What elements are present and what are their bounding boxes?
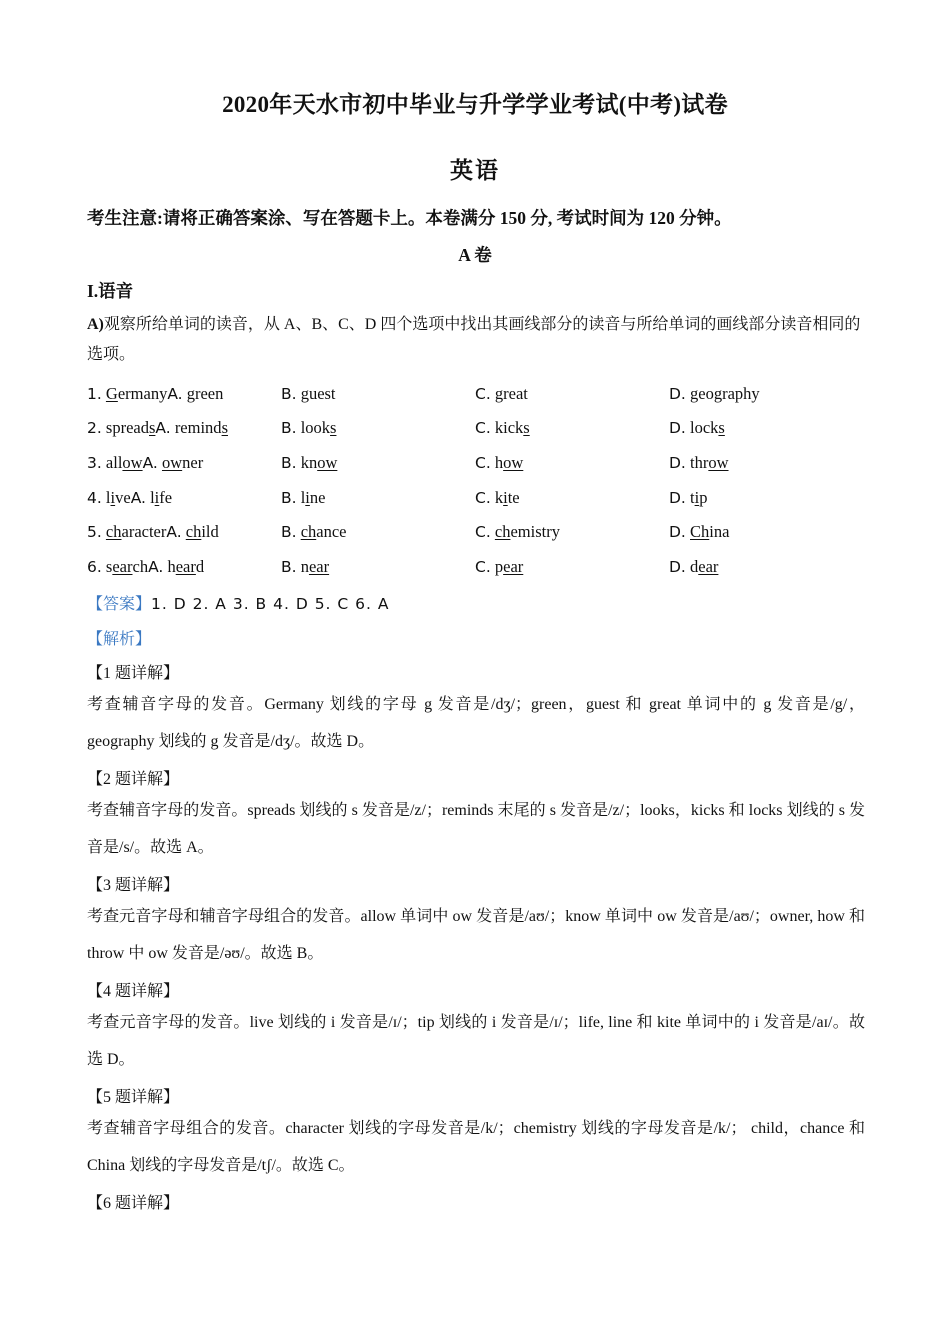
underlined-letters: s	[330, 418, 337, 437]
option-b	[281, 418, 336, 438]
option-letter: C.	[475, 419, 491, 437]
option-b-word	[301, 384, 336, 403]
underlined-letters: ear	[698, 557, 719, 576]
given-word	[106, 488, 131, 507]
option-letter: B.	[281, 454, 297, 472]
option-letter: B.	[281, 419, 297, 437]
option-b	[281, 557, 329, 577]
word-prefix: h	[494, 453, 504, 472]
word-suffix: ne	[309, 488, 326, 507]
word-prefix: kick	[494, 418, 524, 437]
question-number: 3.	[87, 454, 102, 472]
word-prefix: remind	[174, 418, 222, 437]
underlined-letters: g	[186, 384, 195, 403]
underlined-letters: ow	[503, 453, 524, 472]
option-c	[475, 522, 560, 542]
option-b-word	[301, 418, 337, 437]
detail-heading: 【2 题详解】	[87, 771, 180, 788]
question-stem	[87, 522, 219, 542]
option-d-word	[690, 418, 725, 437]
option-c	[475, 557, 523, 577]
word-suffix: aracter	[121, 522, 167, 541]
option-d	[669, 488, 707, 508]
word-prefix: spread	[105, 418, 149, 437]
word-suffix: ermany	[117, 384, 168, 403]
underlined-letters: s	[523, 418, 530, 437]
underlined-letters: ow	[317, 453, 338, 472]
option-c	[475, 488, 520, 508]
question-number: 4.	[87, 489, 102, 507]
word-suffix: p	[699, 488, 708, 507]
option-d	[669, 557, 718, 577]
option-d-word	[690, 384, 760, 403]
option-letter: C.	[475, 558, 491, 576]
detail-text: 考查辅音字母的发音。spreads 划线的 s 发音是/z/；reminds 末尾的 s 发音是/z/；looks，kicks 和 locks 划线的 s 发音是/s/。故选 A。	[87, 802, 865, 856]
option-letter: C.	[475, 385, 491, 403]
option-d-word	[690, 488, 707, 507]
underlined-letters: i	[503, 488, 508, 507]
option-d-word	[690, 453, 729, 472]
option-letter: C.	[475, 489, 491, 507]
question-number: 1.	[87, 385, 102, 403]
option-letter: B.	[281, 489, 297, 507]
underlined-letters: s	[718, 418, 725, 437]
word-suffix: fe	[159, 488, 173, 507]
word-suffix: ance	[316, 522, 347, 541]
word-prefix: d	[690, 557, 699, 576]
option-b	[281, 522, 347, 542]
given-word	[106, 453, 143, 472]
detail-heading: 【6 题详解】	[87, 1195, 180, 1212]
word-prefix: l	[150, 488, 155, 507]
option-a-word	[186, 522, 219, 541]
word-prefix: kn	[300, 453, 318, 472]
word-suffix: uest	[308, 384, 336, 403]
word-prefix: lock	[690, 418, 719, 437]
underlined-letters: ear	[503, 557, 524, 576]
option-letter: C.	[475, 454, 491, 472]
underlined-letters: s	[221, 418, 228, 437]
underlined-letters: ear	[175, 557, 196, 576]
given-word	[106, 522, 166, 541]
option-b	[281, 384, 336, 404]
underlined-letters: ow	[708, 453, 729, 472]
detail-heading: 【4 题详解】	[87, 983, 180, 1000]
underlined-letters: ow	[122, 453, 143, 472]
word-suffix: te	[507, 488, 520, 507]
detail-heading: 【3 题详解】	[87, 877, 180, 894]
word-suffix: reen	[194, 384, 224, 403]
detail-text: 考查辅音字母组合的发音。character 划线的字母发音是/k/；chemistry 划线的字母发音是/k/； child，chance 和 China 划线的字母发音是/tʃ/。故选 C。	[87, 1120, 865, 1174]
option-d-word	[690, 557, 718, 576]
volume-label: A 卷	[458, 245, 492, 265]
exam-notice: 考生注意:请将正确答案涂、写在答题卡上。本卷满分 150 分, 考试时间为 120 分钟。	[87, 208, 732, 228]
word-prefix: n	[300, 557, 309, 576]
option-a-word	[187, 384, 224, 403]
option-b-word	[301, 522, 347, 541]
word-suffix: ve	[115, 488, 131, 507]
detail-text: 考查元音字母和辅音字母组合的发音。allow 单词中 ow 发音是/aʊ/；know 单词中 ow 发音是/aʊ/；owner, how 和 throw 中 ow 发音是/əʊ/。故选 B。	[87, 908, 865, 962]
underlined-letters: i	[694, 488, 700, 507]
word-prefix: look	[300, 418, 331, 437]
underlined-letters: Ch	[690, 522, 710, 541]
question-stem	[87, 384, 223, 404]
underlined-letters: i	[305, 488, 310, 507]
question-number: 2.	[87, 419, 102, 437]
option-d	[669, 522, 729, 542]
underlined-letters: ch	[105, 522, 122, 541]
word-prefix: p	[494, 557, 504, 576]
option-a-word	[162, 453, 203, 472]
word-suffix: reat	[503, 384, 528, 403]
word-suffix: ina	[709, 522, 730, 541]
question-stem	[87, 557, 204, 577]
option-d	[669, 453, 729, 473]
section-heading: I.语音	[87, 281, 134, 301]
option-letter: D.	[669, 454, 686, 472]
word-suffix: ner	[182, 453, 204, 472]
answer-line	[87, 591, 389, 614]
word-suffix: ild	[201, 522, 219, 541]
option-a-word	[150, 488, 172, 507]
word-prefix: s	[105, 557, 113, 576]
given-word	[106, 384, 167, 403]
word-suffix: emistry	[510, 522, 560, 541]
underlined-letters: g	[690, 384, 699, 403]
option-letter: A.	[167, 385, 183, 403]
underlined-letters: ear	[308, 557, 330, 576]
option-letter: D.	[669, 419, 686, 437]
answer-label: 【答案】	[87, 596, 152, 613]
detail-text: 考查元音字母的发音。live 划线的 i 发音是/ɪ/；tip 划线的 i 发音是/ɪ/；life, line 和 kite 单词中的 i 发音是/aɪ/。故选 D。	[87, 1014, 865, 1068]
option-a-word	[175, 418, 228, 437]
word-suffix: d	[195, 557, 205, 576]
instruction-marker: A)	[87, 316, 104, 333]
option-c-word	[495, 418, 530, 437]
detail-heading: 【1 题详解】	[87, 665, 180, 682]
instruction-text: 观察所给单词的读音，从 A、B、C、D 四个选项中找出其画线部分的读音与所给单词的画线部分读音相同的选项。	[87, 316, 861, 363]
option-d-word	[690, 522, 729, 541]
option-letter: D.	[669, 523, 686, 541]
option-letter: B.	[281, 385, 297, 403]
answer-value: 1. D 2. A 3. B 4. D 5. C 6. A	[151, 595, 390, 613]
option-b-word	[301, 453, 338, 472]
underlined-letters: ow	[161, 453, 183, 472]
word-prefix: l	[300, 488, 306, 507]
option-letter: D.	[669, 489, 686, 507]
word-prefix: k	[494, 488, 504, 507]
option-letter: A.	[130, 489, 146, 507]
underlined-letters: G	[105, 384, 118, 403]
option-c-word	[495, 453, 523, 472]
option-c	[475, 418, 530, 438]
option-letter: A.	[166, 523, 182, 541]
underlined-letters: ch	[300, 522, 317, 541]
underlined-letters: ear	[112, 557, 133, 576]
word-prefix: thr	[690, 453, 709, 472]
option-c-word	[495, 488, 520, 507]
underlined-letters: ch	[185, 522, 202, 541]
option-letter: D.	[669, 558, 686, 576]
option-c-word	[495, 557, 523, 576]
underlined-letters: ch	[494, 522, 511, 541]
word-suffix: eography	[698, 384, 760, 403]
detail-text: 考查辅音字母的发音。Germany 划线的字母 g 发音是/dʒ/；green，guest 和 great 单词中的 g 发音是/g/，geography 划线的 g 发音是/dʒ/。故选 D。	[87, 696, 865, 750]
option-letter: B.	[281, 558, 297, 576]
question-number: 6.	[87, 558, 102, 576]
question-stem	[87, 453, 203, 473]
option-letter: D.	[669, 385, 686, 403]
option-d	[669, 384, 760, 404]
underlined-letters: i	[110, 488, 116, 507]
analysis-label: 【解析】	[87, 631, 152, 648]
question-number: 5.	[87, 523, 102, 541]
option-b-word	[301, 557, 329, 576]
underlined-letters: s	[149, 418, 156, 437]
word-suffix: ch	[132, 557, 149, 576]
question-stem	[87, 488, 172, 508]
word-prefix: t	[690, 488, 695, 507]
option-letter: A.	[148, 558, 164, 576]
detail-heading: 【5 题详解】	[87, 1089, 180, 1106]
word-prefix: h	[167, 557, 176, 576]
option-c	[475, 384, 528, 404]
word-prefix: all	[105, 453, 123, 472]
subject-title: 英语	[450, 158, 500, 183]
underlined-letters: g	[494, 384, 504, 403]
option-c	[475, 453, 523, 473]
option-a-word	[167, 557, 204, 576]
given-word	[106, 418, 156, 437]
option-letter: C.	[475, 523, 491, 541]
option-b	[281, 488, 325, 508]
option-d	[669, 418, 725, 438]
instruction	[87, 310, 867, 370]
word-prefix: l	[105, 488, 111, 507]
underlined-letters: g	[300, 384, 309, 403]
option-letter: A.	[155, 419, 171, 437]
question-stem	[87, 418, 228, 438]
option-b	[281, 453, 337, 473]
underlined-letters: i	[154, 488, 160, 507]
option-b-word	[301, 488, 326, 507]
option-c-word	[495, 384, 528, 403]
given-word	[106, 557, 148, 576]
exam-title: 2020年天水市初中毕业与升学学业考试(中考)试卷	[222, 92, 728, 117]
option-letter: B.	[281, 523, 297, 541]
option-c-word	[495, 522, 560, 541]
option-letter: A.	[142, 454, 158, 472]
